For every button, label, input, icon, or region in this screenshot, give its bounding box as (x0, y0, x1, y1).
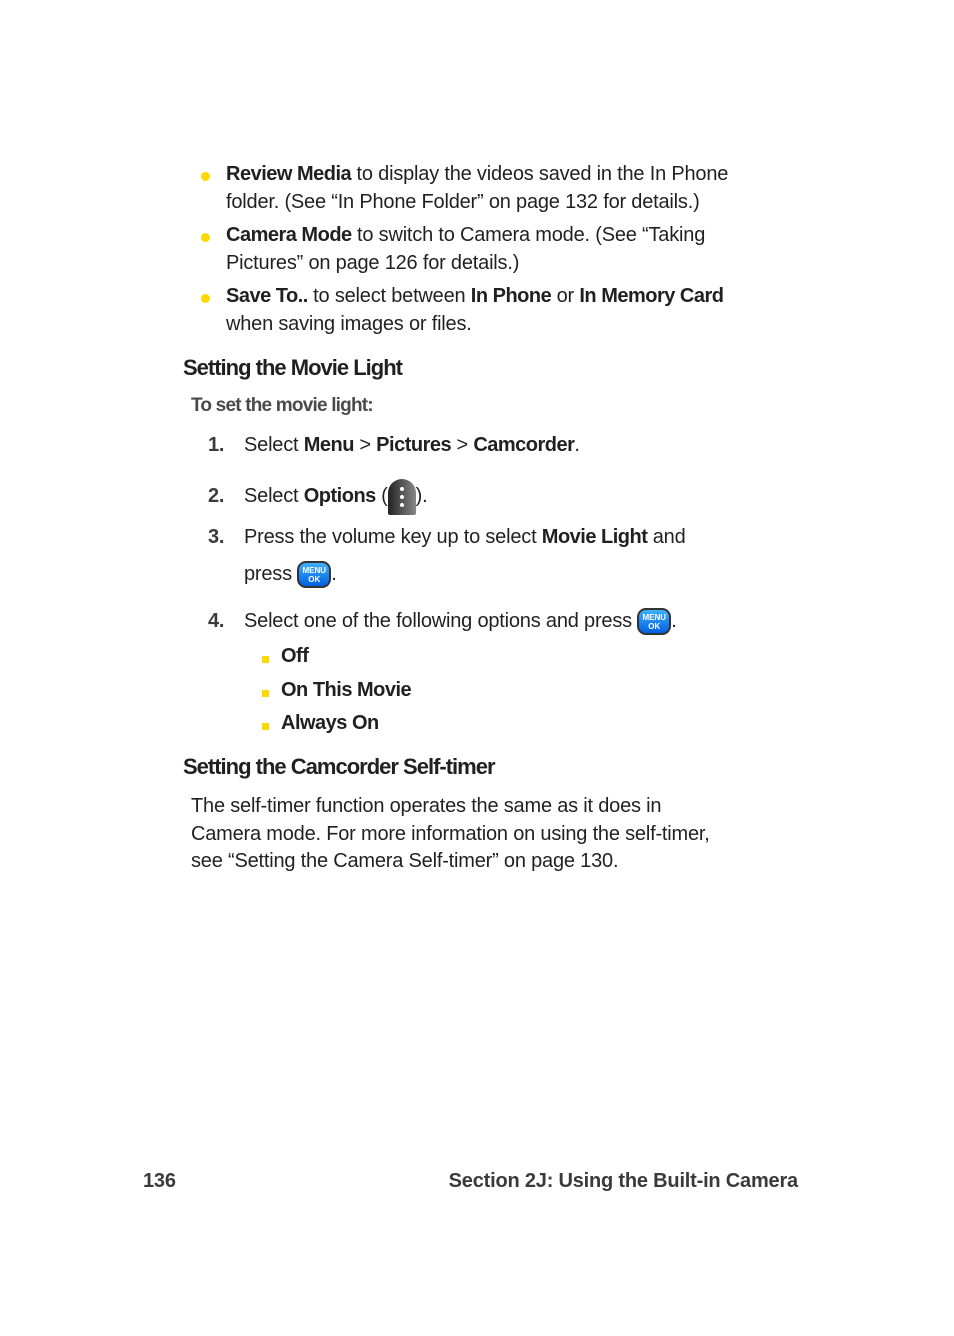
bold-term: Camera Mode (226, 224, 352, 246)
option-off: Off (281, 645, 309, 667)
subheading: To set the movie light: (191, 395, 373, 416)
options-key-icon (388, 479, 416, 515)
bullet-icon (201, 294, 210, 303)
bullet-text: folder. (See “In Phone Folder” on page 132 for details.) (226, 191, 700, 213)
text: ( (375, 485, 388, 507)
text: . (574, 434, 580, 456)
text: to select between (307, 285, 471, 307)
bold-term: In Phone (470, 285, 552, 307)
icon-label: OK (648, 622, 661, 632)
page-number: 136 (143, 1170, 176, 1192)
text: Select (244, 485, 304, 507)
text: and (647, 526, 686, 548)
step-4 (244, 607, 677, 635)
bold-term: Menu (303, 434, 354, 456)
step-3-cont (244, 560, 337, 588)
option-always-on: Always On (281, 712, 379, 734)
bold-term: In Memory Card (579, 285, 724, 307)
text: Press the volume key up to select (244, 526, 542, 548)
step-number: 1. (208, 434, 225, 456)
paragraph-line: The self-timer function operates the same as it does in (191, 795, 662, 817)
bullet-text: Pictures” on page 126 for details.) (226, 252, 520, 274)
step-1 (244, 431, 580, 459)
bold-term: Review Media (226, 163, 352, 185)
square-bullet-icon (262, 656, 269, 663)
text: to switch to Camera mode. (See “Taking (351, 224, 706, 246)
square-bullet-icon (262, 690, 269, 697)
text: . (331, 563, 337, 585)
bold-term: Pictures (376, 434, 452, 456)
icon-label: OK (308, 575, 321, 585)
bold-term: Camcorder (473, 434, 575, 456)
square-bullet-icon (262, 723, 269, 730)
bullet-review-media (226, 160, 728, 188)
bullet-icon (201, 233, 210, 242)
text: press (244, 563, 298, 585)
step-number: 2. (208, 485, 225, 507)
section-title: Section 2J: Using the Built-in Camera (448, 1170, 798, 1192)
text: > (451, 434, 474, 456)
step-2 (244, 478, 427, 515)
text: to display the videos saved in the In Phone (351, 163, 729, 185)
bold-term: Options (303, 485, 376, 507)
step-3 (244, 523, 686, 551)
text: ). (415, 485, 428, 507)
heading-movie-light: Setting the Movie Light (183, 355, 402, 380)
option-on-this-movie: On This Movie (281, 679, 412, 701)
text: > (353, 434, 377, 456)
menu-ok-key-icon (637, 608, 671, 635)
icon-label: MENU (642, 613, 667, 623)
bullet-camera-mode (226, 221, 705, 249)
text: Select one of the following options and press (244, 610, 638, 632)
text: or (551, 285, 580, 307)
bullet-icon (201, 172, 210, 181)
paragraph-line: Camera mode. For more information on using the self-timer, (191, 823, 710, 845)
bullet-text: when saving images or files. (226, 313, 472, 335)
menu-ok-key-icon (297, 561, 331, 588)
step-number: 3. (208, 526, 225, 548)
paragraph-line: see “Setting the Camera Self-timer” on page 130. (191, 850, 619, 872)
heading-self-timer: Setting the Camcorder Self-timer (183, 754, 495, 779)
bullet-save-to (226, 282, 724, 310)
bold-term: Movie Light (541, 526, 648, 548)
bold-term: Save To.. (226, 285, 308, 307)
text: Select (244, 434, 304, 456)
text: . (671, 610, 677, 632)
step-number: 4. (208, 610, 225, 632)
icon-label: MENU (302, 566, 327, 576)
